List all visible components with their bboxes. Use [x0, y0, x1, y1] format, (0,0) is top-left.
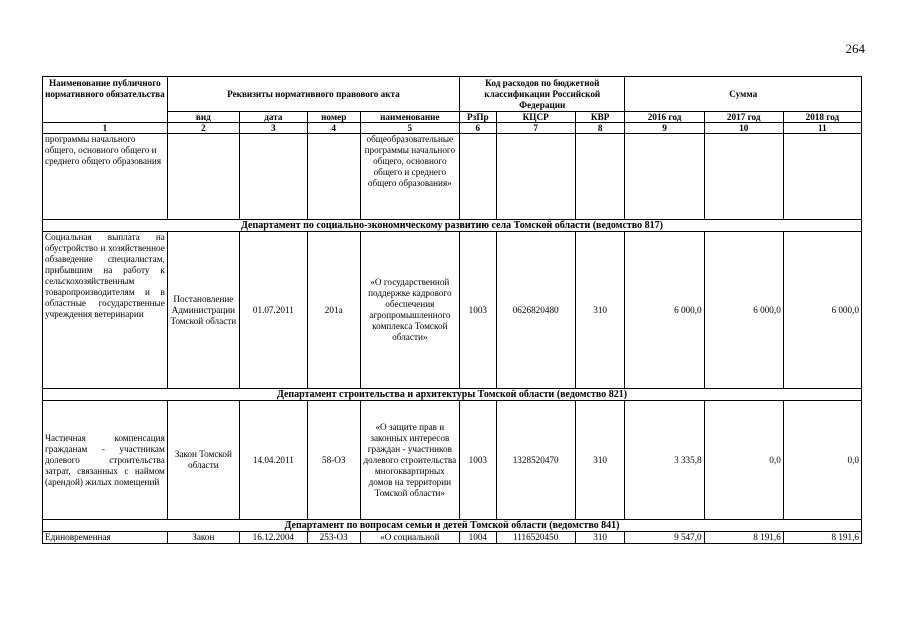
- header-sub-kcsr: КЦСР: [496, 112, 575, 123]
- header-sum: Сумма: [625, 77, 862, 112]
- header-sub-title: наименование: [360, 112, 459, 123]
- act-number: 58-ОЗ: [307, 401, 360, 520]
- department-row: [43, 520, 862, 532]
- act-date: 16.12.2004: [239, 532, 307, 544]
- header-row: [43, 77, 862, 112]
- col-number: 8: [575, 123, 625, 134]
- header-sub-2016: 2016 год: [625, 112, 704, 123]
- code-kvr: 310: [575, 232, 625, 389]
- code-kvr: 310: [575, 532, 625, 544]
- header-sub-2017: 2017 год: [704, 112, 783, 123]
- obligation-name: Частичная компенсация гражданам - участникам долевого строительства затрат, связанных с наймом (арендой) жилых помещений: [43, 401, 168, 520]
- sum-2016: 6 000,0: [625, 232, 704, 389]
- sum-2016: 3 335,8: [625, 401, 704, 520]
- col-number: 2: [167, 123, 239, 134]
- col-number: 4: [307, 123, 360, 134]
- header-name: Наименование публичного нормативного обязательства: [43, 77, 168, 123]
- act-type: [167, 134, 239, 220]
- sum-2018: 8 191,6: [783, 532, 861, 544]
- code-kvr: 310: [575, 401, 625, 520]
- col-number: 10: [704, 123, 783, 134]
- department-row: [43, 220, 862, 232]
- col-number: 9: [625, 123, 704, 134]
- obligation-name: программы начального общего, основного общего и среднего общего образования: [43, 134, 168, 220]
- sum-2016: [625, 134, 704, 220]
- act-title: «О государственной поддержке кадрового обеспечения агропромышленного комплекса Томской области»: [360, 232, 459, 389]
- code-rzpr: 1004: [460, 532, 497, 544]
- act-title: «О защите прав и законных интересов граждан - участников долевого строительства многоквартирных домов на территории Томской области»: [360, 401, 459, 520]
- col-number: 11: [783, 123, 861, 134]
- table-row: [43, 532, 862, 544]
- act-date: 14.04.2011: [239, 401, 307, 520]
- header-number-row: [43, 123, 862, 134]
- col-number: 7: [496, 123, 575, 134]
- sum-2017: 8 191,6: [704, 532, 783, 544]
- act-number: 201а: [307, 232, 360, 389]
- obligations-table: [42, 76, 862, 544]
- code-kcsr: 1328520470: [496, 401, 575, 520]
- table-row: [43, 134, 862, 220]
- sum-2017: 0,0: [704, 401, 783, 520]
- department-title: Департамент строительства и архитектуры Томской области (ведомство 821): [43, 389, 862, 401]
- code-rzpr: 1003: [460, 401, 497, 520]
- sum-2018: [783, 134, 861, 220]
- sum-2016: 9 547,0: [625, 532, 704, 544]
- page-number: 264: [845, 41, 865, 56]
- department-title: Департамент по социально-экономическому развитию села Томской области (ведомство 817): [43, 220, 862, 232]
- header-sub-kvr: КВР: [575, 112, 625, 123]
- header-requisites: Реквизиты нормативного правового акта: [167, 77, 459, 112]
- code-kcsr: 0626820480: [496, 232, 575, 389]
- act-date: 01.07.2011: [239, 232, 307, 389]
- header-sub-number: номер: [307, 112, 360, 123]
- code-kcsr: 1116520450: [496, 532, 575, 544]
- department-row: [43, 389, 862, 401]
- header-sub-date: дата: [239, 112, 307, 123]
- sum-2017: [704, 134, 783, 220]
- code-rzpr: 1003: [460, 232, 497, 389]
- department-title: Департамент по вопросам семьи и детей Томской области (ведомство 841): [43, 520, 862, 532]
- sum-2017: 6 000,0: [704, 232, 783, 389]
- act-number: 253-ОЗ: [307, 532, 360, 544]
- act-number: [307, 134, 360, 220]
- table-row: [43, 232, 862, 389]
- col-number: 3: [239, 123, 307, 134]
- obligation-name: Социальная выплата на обустройство и хозяйственное обзаведение специалистам, прибывшим на работу к сельскохозяйственным товаропроизводителям и в областные государственные учреждения ветеринарии: [43, 232, 168, 389]
- table-row: [43, 401, 862, 520]
- code-kvr: [575, 134, 625, 220]
- code-rzpr: [460, 134, 497, 220]
- code-kcsr: [496, 134, 575, 220]
- header-sub-2018: 2018 год: [783, 112, 861, 123]
- act-type: Постановление Администрации Томской области: [167, 232, 239, 389]
- obligation-name: Единовременная: [43, 532, 168, 544]
- col-number: 1: [43, 123, 168, 134]
- act-type: Закон Томской области: [167, 401, 239, 520]
- header-codes: Код расходов по бюджетной классификации Российской Федерации: [460, 77, 625, 112]
- act-title: «О социальной: [360, 532, 459, 544]
- col-number: 5: [360, 123, 459, 134]
- header-sub-rzpr: РзПр: [460, 112, 497, 123]
- col-number: 6: [460, 123, 497, 134]
- sum-2018: 6 000,0: [783, 232, 861, 389]
- act-date: [239, 134, 307, 220]
- act-type: Закон: [167, 532, 239, 544]
- sum-2018: 0,0: [783, 401, 861, 520]
- header-sub-type: вид: [167, 112, 239, 123]
- act-title: общеобразовательные программы начального общего, основного общего и среднего общего образования»: [360, 134, 459, 220]
